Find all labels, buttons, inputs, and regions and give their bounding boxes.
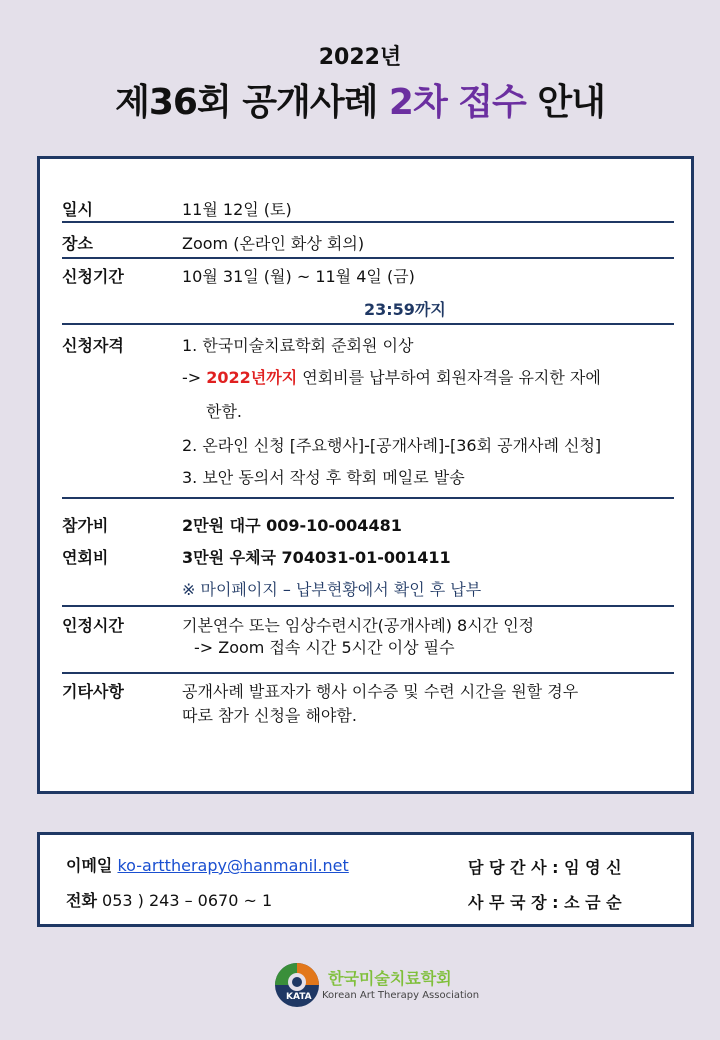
phone-value: 053 ) 243 – 0670 ~ 1 [102,891,273,910]
logo-emblem-icon [272,960,322,1010]
date-value: 11월 12일 (토) [182,200,292,219]
email-line [66,853,349,876]
secretary: 사 무 국 장 : 소 금 순 [468,893,622,912]
place-value: Zoom (온라인 화상 회의) [182,234,365,253]
info-box [37,156,694,794]
manager: 담 당 간 사 : 임 영 신 [468,858,622,877]
phone-label: 전화 [66,891,97,910]
qual-label: 신청자격 [62,336,124,355]
divider [62,497,674,499]
date-label: 일시 [62,200,93,219]
divider [62,605,674,607]
fee-label: 참가비 [62,516,109,535]
association-logo [272,960,480,1010]
title-pre: 제36회 공개사례 [115,82,389,123]
qual-item-2: 2. 온라인 신청 [주요행사]-[공개사례]-[36회 공개사례 신청] [182,436,602,455]
phone-line [66,888,272,911]
period-label: 신청기간 [62,267,124,286]
etc-item-2: 따로 참가 신청을 해야함. [182,706,357,725]
annual-value: 3만원 우체국 704031-01-001411 [182,548,451,567]
qual-item-1: 1. 한국미술치료학회 준회원 이상 [182,336,414,355]
period-value: 10월 31일 (월) ~ 11월 4일 (금) [182,267,415,286]
logo-abbr: KATA [286,992,312,1002]
divider [62,672,674,674]
place-label: 장소 [62,234,93,253]
title-highlight: 2차 접수 [388,82,526,123]
divider [62,257,674,259]
logo-english-name: Korean Art Therapy Association [322,990,480,1001]
cert-label: 인정시간 [62,616,124,635]
annual-label: 연회비 [62,548,109,567]
logo-korean-name: 한국미술치료학회 [328,969,452,988]
etc-label: 기타사항 [62,682,124,701]
etc-item-1: 공개사례 발표자가 행사 이수증 및 수련 시간을 원할 경우 [182,682,579,701]
title-post: 안내 [525,82,605,123]
email-label: 이메일 [66,856,113,875]
qual-red: 2022년까지 [206,368,298,387]
cert-item-2: -> Zoom 접속 시간 5시간 이상 필수 [194,638,455,657]
year-heading: 2022년 [318,45,402,70]
qual-item-3: 3. 보안 동의서 작성 후 학회 메일로 발송 [182,468,465,487]
email-link[interactable]: ko-arttherapy@hanmanil.net [117,856,349,875]
divider [62,323,674,325]
period-time: 23:59까지 [364,300,446,319]
divider [62,221,674,223]
cert-item-1: 기본연수 또는 임상수련시간(공개사례) 8시간 인정 [182,616,535,635]
qual-item-1b [182,365,601,388]
qual-arrow: -> [182,368,207,387]
contact-box [37,832,694,927]
fee-note: ※ 마이페이지 – 납부현황에서 확인 후 납부 [182,580,482,599]
qual-rest: 연회비를 납부하여 회원자격을 유지한 자에 [297,368,601,387]
fee-value: 2만원 대구 009-10-004481 [182,516,402,535]
qual-item-1c: 한함. [206,402,242,421]
page-title [0,74,720,125]
